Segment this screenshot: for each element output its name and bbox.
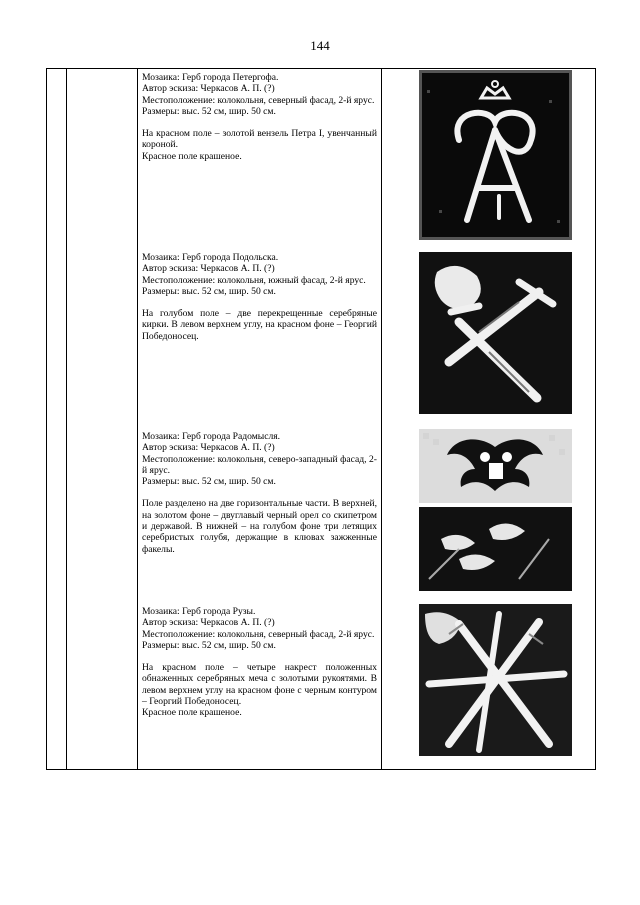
entry-author: Автор эскиза: Черкасов А. П. (?)	[142, 442, 275, 454]
page-number: 144	[310, 38, 330, 53]
entry-note: Красное поле крашеное.	[142, 707, 242, 719]
entry-radomyshl	[142, 431, 377, 555]
entry-size: Размеры: выс. 52 см, шир. 50 см.	[142, 285, 276, 297]
entry-description: На красном поле – четыре накрест положенных обнаженных серебряных меча с золотыми рукоятями. В левом верхнем углу на красном фоне с черным контуром – Георгий Победоносец.	[142, 662, 377, 708]
column-divider	[66, 69, 67, 769]
mosaic-photo-ruza	[419, 604, 572, 756]
entry-location: Местоположение: колокольня, северо-западный фасад, 2-й ярус.	[142, 453, 377, 476]
entry-location: Местоположение: колокольня, северный фасад, 2-й ярус.	[142, 628, 375, 640]
mosaic-photo-podolsk	[419, 252, 572, 414]
entry-author: Автор эскиза: Черкасов А. П. (?)	[142, 617, 275, 629]
entry-description: На красном поле – золотой вензель Петра I, увенчанный короной.	[142, 128, 377, 151]
entry-title: Мозаика: Герб города Подольска.	[142, 252, 279, 263]
entry-size: Размеры: выс. 52 см, шир. 50 см.	[142, 476, 276, 488]
entry-podolsk	[142, 252, 377, 342]
entry-location: Местоположение: колокольня, северный фасад, 2-й ярус.	[142, 94, 375, 106]
entry-author: Автор эскиза: Черкасов А. П. (?)	[142, 263, 275, 275]
entry-peterhof	[142, 72, 377, 162]
mosaic-photo-peterhof	[419, 70, 572, 240]
entry-note: Красное поле крашеное.	[142, 150, 242, 162]
entry-title: Мозаика: Герб города Радомысля.	[142, 431, 281, 442]
entry-description: Поле разделено на две горизонтальные части. В верхней, на золотом фоне – двуглавый черный орел со скипетром и державой. В нижней – на голубом фоне три летящих серебристых голубя, держащие в клювах зажженные факелы.	[142, 498, 377, 555]
entry-location: Местоположение: колокольня, южный фасад, 2-й ярус.	[142, 274, 366, 286]
entry-ruza	[142, 606, 377, 719]
entry-description: На голубом поле – две перекрещенные серебряные кирки. В левом верхнем углу, на красном фоне – Георгий Победоносец.	[142, 308, 377, 342]
mosaic-photo-radomyshl	[419, 429, 572, 591]
entry-size: Размеры: выс. 52 см, шир. 50 см.	[142, 639, 276, 651]
entry-title: Мозаика: Герб города Петергофа.	[142, 72, 279, 83]
entry-title: Мозаика: Герб города Рузы.	[142, 606, 256, 617]
column-divider	[381, 69, 382, 769]
entry-author: Автор эскиза: Черкасов А. П. (?)	[142, 83, 275, 95]
entry-size: Размеры: выс. 52 см, шир. 50 см.	[142, 105, 276, 117]
column-divider	[137, 69, 138, 769]
